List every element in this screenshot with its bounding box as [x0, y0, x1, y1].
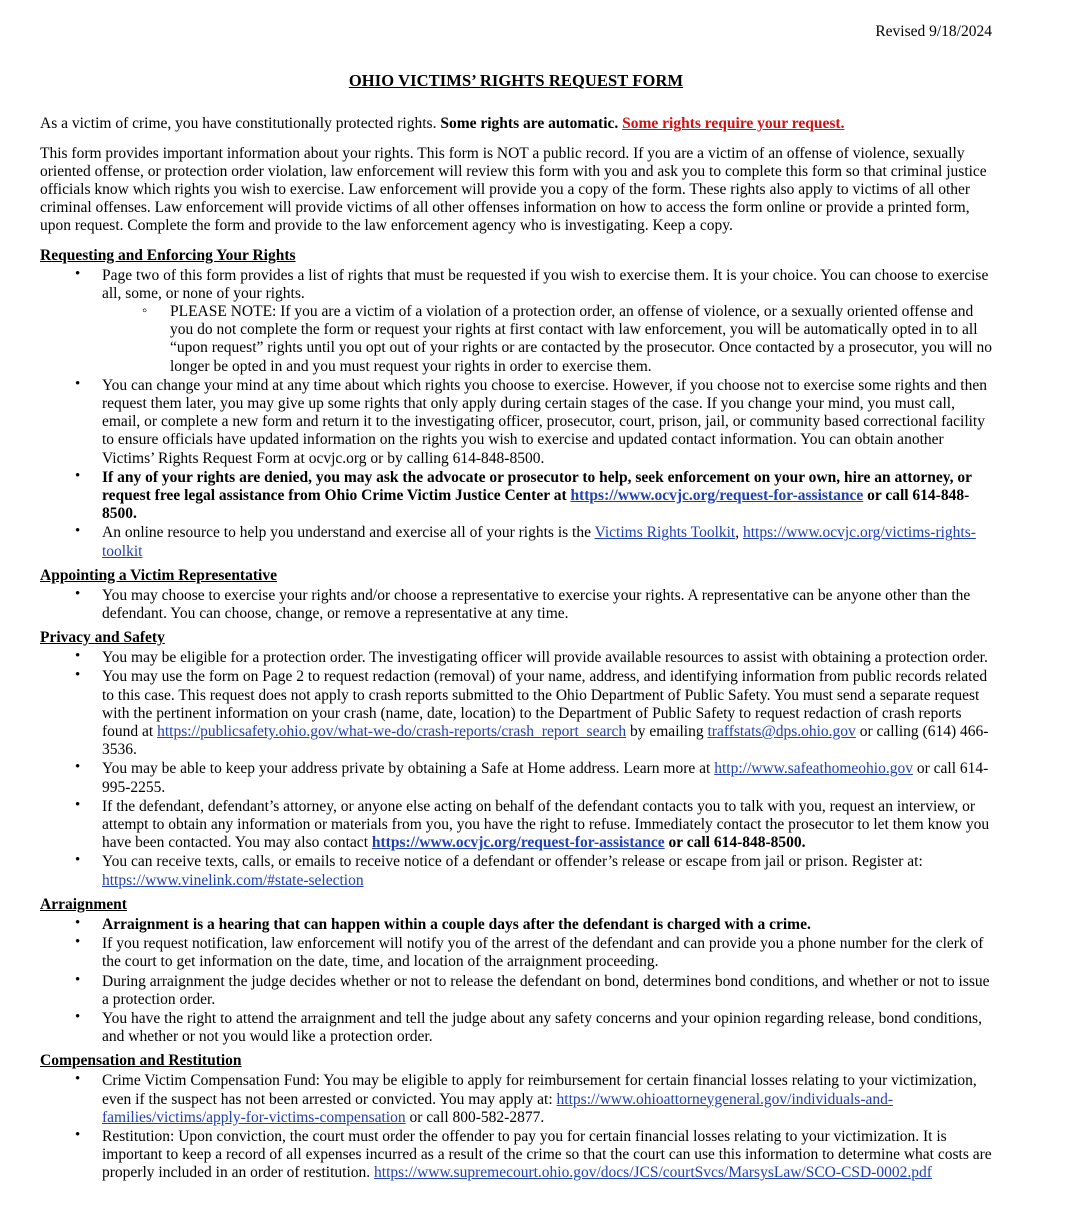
link-crash-report-search[interactable]: https://publicsafety.ohio.gov/what-we-do/crash-reports/crash_report_search [157, 723, 627, 741]
list-item [40, 267, 992, 376]
bullet-text: If you request notification, law enforcement will notify you of the arrest of the defendant and can provide you a phone number for the clerk of the court to get information on the date, time, and location of the arraignment proceeding. [102, 935, 984, 971]
section-heading-appointing: Appointing a Victim Representative [40, 566, 277, 584]
list-item [40, 853, 992, 889]
bullet-text-tail: or call 614-848-8500. [664, 834, 806, 852]
list-item [40, 524, 992, 560]
list-item [40, 798, 992, 853]
intro-paragraph [40, 115, 992, 133]
bullet-list-privacy [40, 649, 992, 890]
list-item [40, 1010, 992, 1046]
section-heading-arraignment: Arraignment [40, 895, 127, 913]
intro-text-part1: As a victim of crime, you have constitutionally protected rights. [40, 115, 441, 133]
bullet-text-tail: or call 800-582-2877. [405, 1108, 545, 1126]
list-item [40, 1072, 992, 1127]
bullet-text-tail: or call 614-995-2255. [102, 760, 989, 796]
intro-text-bold: Some rights are automatic. [440, 115, 623, 133]
bullet-list-arraignment [40, 916, 992, 1046]
bullet-text: Arraignment is a hearing that can happen within a couple days after the defendant is charged with a crime. [102, 915, 811, 933]
list-item [40, 760, 992, 796]
section-heading-requesting: Requesting and Enforcing Your Rights [40, 246, 296, 264]
bullet-text: An online resource to help you understand and exercise all of your rights is the [102, 524, 595, 542]
list-item [40, 935, 992, 971]
bullet-text: You can change your mind at any time about which rights you choose to exercise. However, if you choose not to exercise some rights and then request them later, you may give up some rights that only apply during certain stages of the case. If you change your mind, you must call, email, or complete a new form and return it to the investigating officer, prosecutor, court, prison, jail, or community based correctional facility to ensure officials have updated information on the rights you wish to exercise and updated contact information. You can obtain another Victims’ Rights Request Form at ocvjc.org or by calling 614-848-8500. [102, 376, 987, 467]
bullet-list-appointing [40, 587, 992, 623]
sub-list-item [102, 303, 992, 376]
link-safe-at-home-ohio[interactable]: http://www.safeathomeohio.gov [714, 760, 913, 778]
list-item [40, 469, 992, 524]
link-victims-rights-toolkit[interactable]: Victims Rights Toolkit [594, 524, 736, 542]
revised-date: Revised 9/18/2024 [875, 23, 992, 40]
overview-paragraph: This form provides important information about your rights. This form is NOT a public record. If you are a victim of an offense of violence, sexually oriented offense, or protection order violation, law enforcement will review this form with you and ask you to complete this form so that criminal justice officials know which rights you wish to exercise. Law enforcement will provide you a copy of the form. These rights also apply to victims of all other criminal offenses. Law enforcement will provide victims of all other offenses information on how to access the form online or provide a printed form, upon request. Complete the form and provide to the law enforcement agency who is investigating. Keep a copy. [40, 144, 987, 235]
bullet-text: You may use the form on Page 2 to request redaction (removal) of your name, address, and identifying information from public records related to this case. This request does not apply to crash reports submitted to the Ohio Department of Public Safety. You must send a separate request with the pertinent information on your crash (name, date, location) to the Department of Public Safety to request redaction of crash reports found at [102, 668, 988, 741]
bullet-text: If the defendant, defendant’s attorney, or anyone else acting on behalf of the defendant contacts you to talk with you, request an interview, or attempt to obtain any information or materials from you, you have the right to refuse. Immediately contact the prosecutor to let them know you have been contacted. You may also contact [102, 797, 990, 852]
list-item [40, 377, 992, 468]
bullet-text: Page two of this form provides a list of rights that must be requested if you wish to exercise them. It is your choice. You can choose to exercise all, some, or none of your rights. [102, 266, 989, 302]
list-item [40, 587, 992, 623]
section-heading-compensation: Compensation and Restitution [40, 1052, 242, 1070]
section-heading-privacy: Privacy and Safety [40, 629, 165, 647]
bullet-text: Restitution: Upon conviction, the court must order the offender to pay you for certain financial losses relating to your victimization. It is important to keep a record of all expenses incurred as a result of the crime so that the court can use this information to determine what costs are properly included in an order of restitution. [102, 1127, 992, 1182]
page-title: OHIO VICTIMS’ RIGHTS REQUEST FORM [348, 71, 684, 91]
bullet-text: You may choose to exercise your rights and/or choose a representative to exercise your rights. A representative can be anyone other than the defendant. You can choose, change, or remove a representative at any time. [102, 586, 971, 623]
bullet-list-requesting [40, 267, 992, 561]
bullet-text: You can receive texts, calls, or emails to receive notice of a defendant or offender’s release or escape from jail or prison. Register at: [102, 853, 923, 871]
list-item [40, 973, 992, 1009]
link-ocvjc-request-assistance-privacy[interactable]: https://www.ocvjc.org/request-for-assistance [371, 834, 665, 852]
bullet-text-tail: or calling (614) 466-3536. [102, 723, 989, 759]
link-victims-compensation[interactable]: https://www.ohioattorneygeneral.gov/individuals-and-families/victims/apply-for-victims-compensation [102, 1090, 894, 1126]
link-vinelink[interactable]: https://www.vinelink.com/#state-selection [102, 871, 364, 889]
bullet-text: If any of your rights are denied, you may ask the advocate or prosecutor to help, seek enforcement on your own, hire an attorney, or request free legal assistance from Ohio Crime Victim Justice Center at [102, 468, 972, 505]
link-ocvjc-request-assistance[interactable]: https://www.ocvjc.org/request-for-assistance [570, 487, 864, 505]
link-traffstats-email[interactable]: traffstats@dps.ohio.gov [707, 723, 856, 741]
bullet-text: You have the right to attend the arraignment and tell the judge about any safety concerns and your opinion regarding release, bond conditions, and whether or not you would like a protection order. [102, 1009, 982, 1046]
bullet-text-tail: or call 614-848-8500. [102, 487, 970, 523]
intro-text-alert: Some rights require your request. [622, 115, 845, 133]
bullet-text: You may be eligible for a protection order. The investigating officer will provide available resources to assist with obtaining a protection order. [102, 649, 988, 667]
bullet-text: During arraignment the judge decides whether or not to release the defendant on bond, determines bond conditions, and whether or not to issue a protection order. [102, 972, 990, 1008]
sub-bullet-text: PLEASE NOTE: If you are a victim of a violation of a protection order, an offense of violence, or a sexually oriented offense and you do not complete the form or request your rights at first contact with law enforcement, you will be automatically opted in to all “upon request” rights until you opt out of your rights or are contacted by the prosecutor. Once contacted by a prosecutor, you will no longer be opted in and you must request your rights in order to exercise them. [170, 303, 992, 375]
bullet-text-mid: by emailing [626, 723, 708, 741]
link-supremecourt-marsys-law[interactable]: https://www.supremecourt.ohio.gov/docs/JCS/courtSvcs/MarsysLaw/SCO-CSD-0002.pdf [374, 1164, 932, 1182]
list-item [40, 916, 992, 934]
list-item [40, 668, 992, 759]
bullet-text: You may be able to keep your address private by obtaining a Safe at Home address. Learn more at [102, 760, 715, 778]
bullet-text: Crime Victim Compensation Fund: You may be eligible to apply for reimbursement for certain financial losses relating to your victimization, even if the suspect has not been arrested or convicted. You may apply at: [102, 1072, 977, 1108]
bullet-text-separator: , [735, 524, 743, 542]
list-item [40, 649, 992, 667]
link-ocvjc-victims-rights-toolkit-url[interactable]: https://www.ocvjc.org/victims-rights-toolkit [102, 524, 976, 560]
sub-bullet-list [102, 303, 992, 376]
list-item [40, 1128, 992, 1183]
bullet-list-compensation [40, 1072, 992, 1182]
